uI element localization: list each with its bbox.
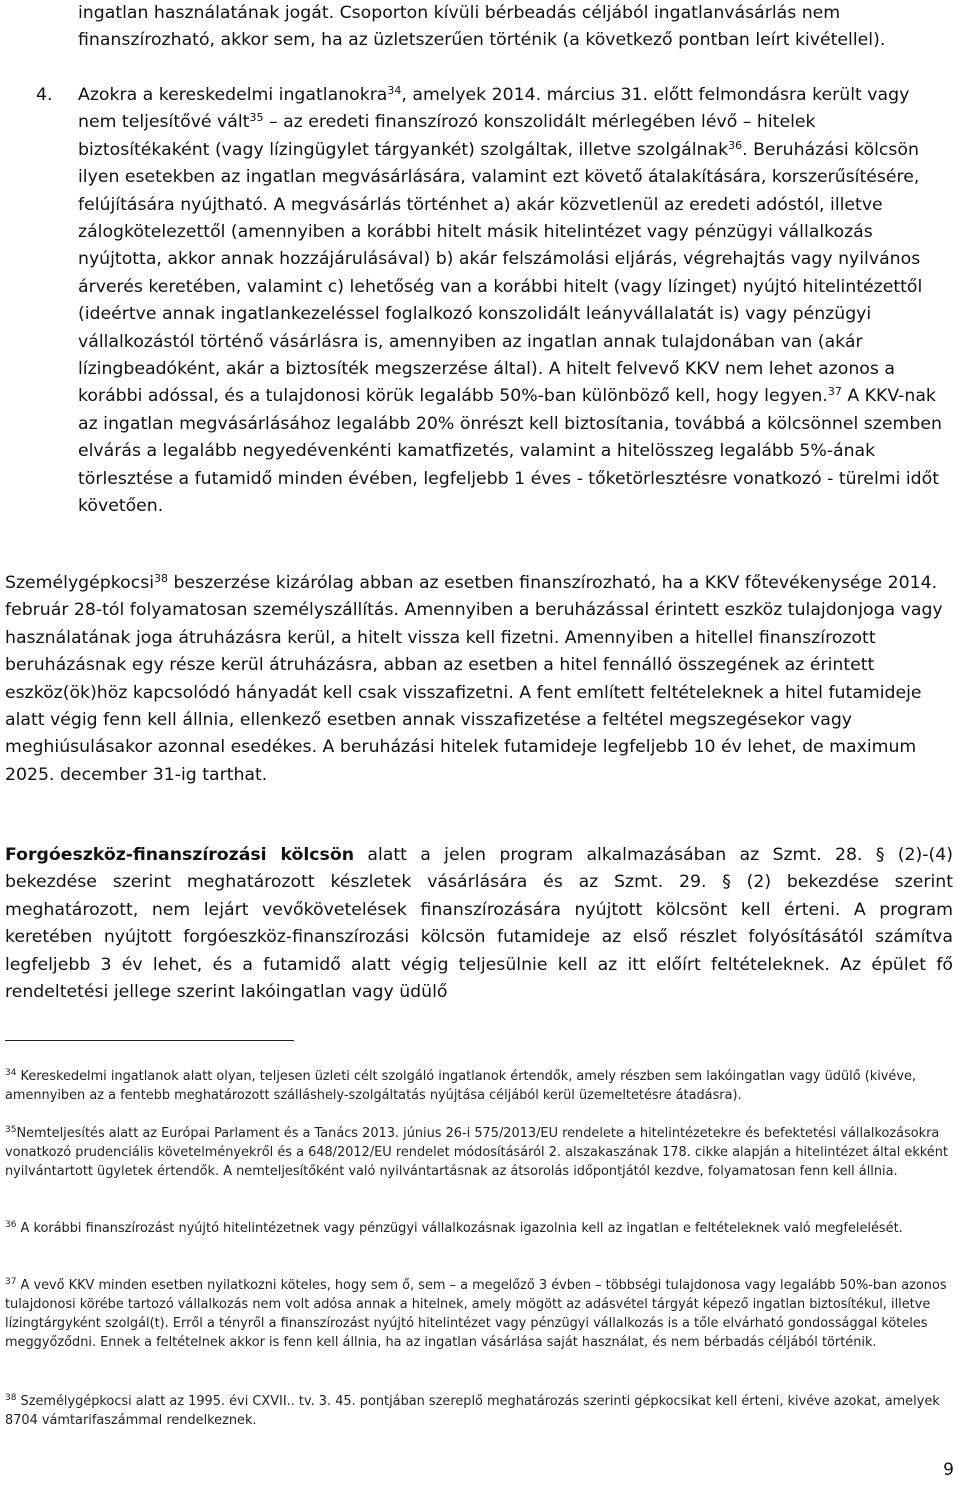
footnote-text: Nemteljesítés alatt az Európai Parlament és a Tanács 2013. június 26-i 575/2013/EU rendelete a hitelintézetekre és befektetési vállalkozásokra vonatkozó prudenciális követelményekről és a 648/2012/EU rendelet módosításáról 2. alszakaszának 178. cikke alapján a hitelintézet által ekként nyilvántartott ügyletek értendők. A nemteljesítőként való nyilvántartásnak az átsorolás időpontjától kezdve, folyamatosan fenn kell állnia. bbox=[5, 1126, 948, 1179]
footnote-ref-37[interactable]: 37 bbox=[827, 385, 842, 399]
footnote-36 bbox=[5, 1219, 952, 1238]
footnote-ref-36[interactable]: 36 bbox=[728, 138, 743, 152]
footnote-separator bbox=[5, 1040, 294, 1041]
footnote-number: 34 bbox=[5, 1068, 17, 1078]
paragraph-passenger-car bbox=[5, 570, 953, 789]
footnote-number: 35 bbox=[5, 1125, 17, 1135]
footnote-38 bbox=[5, 1392, 952, 1430]
paragraph-text: alatt a jelen program alkalmazásában az Szmt. 28. § (2)-(4) bekezdése szerint meghatározott készletek vásárlására és az Szmt. 29. § (2) bekezdése szerint meghatározott, nem lejárt vevőkövetelések finanszírozására nyújtott kölcsönt kell érteni. A program keretében nyújtott forgóeszköz-finanszírozási kölcsön futamideje az első részlet folyósításától számítva legfeljebb 3 év lehet, és a futamidő alatt végig teljesülnie kell az itt előírt feltételeknek. Az épület fő rendeltetési jellege szerint lakóingatlan vagy üdülő bbox=[5, 845, 954, 1003]
list-item-4-text: Azokra a kereskedelmi ingatlanokra bbox=[78, 85, 388, 105]
footnote-number: 37 bbox=[5, 1277, 17, 1287]
list-continuation-text: ingatlan használatának jogát. Csoporton kívüli bérbeadás céljából ingatlanvásárlás nem finanszírozható, akkor sem, ha az üzletszerűen történik (a következő pontban leírt kivétellel). bbox=[78, 3, 886, 51]
paragraph-working-capital bbox=[5, 842, 953, 1006]
list-item-4-text: , amelyek 2014. március 31. előtt felmondásra került vagy nem teljesítővé vált bbox=[78, 85, 910, 133]
paragraph-text: beszerzése kizárólag abban az esetben finanszírozható, ha a KKV főtevékenysége 2014. február 28-tól folyamatosan személyszállítás. Amennyiben a beruházással érintett eszköz tulajdonjoga vagy használatának joga átruházásra kerül, a hitelt vissza kell fizetni. Amennyiben a hitellel finanszírozott beruházásnak egy része kerül átruházásra, abban az esetben a hitel fennálló összegének az érintett eszköz(ök)höz kapcsolódó hányadát kell csak visszafizetni. A fent említett feltételeknek a hitel futamideje alatt végig fenn kell állnia, ellenkező esetben annak visszafizetése a feltétel megszegésekor vagy meghiúsulásakor azonnal esedékes. A beruházási hitelek futamideje legfeljebb 10 év lehet, de maximum 2025. december 31-ig tarthat. bbox=[5, 573, 943, 785]
list-item-number: 4. bbox=[36, 85, 53, 105]
list-continuation bbox=[78, 0, 946, 55]
footnote-ref-35[interactable]: 35 bbox=[249, 111, 264, 125]
paragraph-text: Személygépkocsi bbox=[5, 573, 155, 593]
list-item-4-text: – az eredeti finanszírozó konszolidált mérlegében lévő – hitelek biztosítékaként (vagy lízingügylet tárgyankét) szolgáltak, illetve szolgálnak bbox=[78, 112, 816, 160]
footnote-37 bbox=[5, 1276, 952, 1352]
page-number: 9 bbox=[943, 1460, 954, 1480]
footnote-35 bbox=[5, 1124, 952, 1181]
footnote-34 bbox=[5, 1067, 952, 1105]
list-item-4 bbox=[78, 82, 946, 521]
footnote-text: Személygépkocsi alatt az 1995. évi CXVII.. tv. 3. 45. pontjában szereplő meghatározás szerinti gépkocsikat kell érteni, kivéve azokat, amelyek 8704 vámtarifaszámmal rendelkeznek. bbox=[5, 1394, 940, 1428]
footnote-ref-34[interactable]: 34 bbox=[387, 84, 402, 97]
footnote-text: A vevő KKV minden esetben nyilatkozni köteles, hogy sem ő, sem – a megelőző 3 évben – többségi tulajdonosa vagy legalább 50%-ban azonos tulajdonosi körébe tartozó vállalkozás nem volt adósa annak a hitelnek, amely mögött az adásvétel tárgyát képező ingatlan biztosítékul, illetve lízingtárgyként szolgál(t). Erről a tényről a finanszírozást nyújtó hitelintézet vagy pénzügyi vállalkozás is a tőle elvárható gondossággal köteles meggyőződni. Ennek a feltételnek akkor is fenn kell állnia, ha az ingatlan vásárlása saját használat, és nem bérbadás céljából történik. bbox=[5, 1278, 947, 1350]
defined-term: Forgóeszköz-finanszírozási kölcsön bbox=[5, 845, 355, 865]
footnote-number: 38 bbox=[5, 1393, 17, 1403]
footnote-text: A korábbi finanszírozást nyújtó hitelintézetnek vagy pénzügyi vállalkozásnak igazolnia kell az ingatlan e feltételeknek való megfelelését. bbox=[16, 1221, 903, 1236]
list-item-4-text: . Beruházási kölcsön ilyen esetekben az ingatlan megvásárlására, valamint ezt követő átalakítására, korszerűsítésére, felújítására nyújtható. A megvásárlás történhet a) akár közvetlenül az eredeti adóstól, illetve zálogkötelezettől (amennyiben a korábbi hitelt másik hitelintézet vagy pénzügyi vállalkozás nyújtotta, akkor annak hozzájárulásával) b) akár felszámolási eljárás, végrehajtás vagy nyilvános árverés keretében, valamint c) lehetőség van a korábbi hitelt (vagy lízinget) nyújtó hitelintézettől (ideértve annak ingatlankezeléssel foglalkozó konszolidált leányvállalatát is) vagy pénzügyi vállalkozástól történő vásárlásra is, amennyiben az ingatlan annak tulajdonában van (akár lízingbeadóként, akár a biztosíték megszerzése által). A hitelt felvevő KKV nem lehet azonos a korábbi adóssal, és a tulajdonosi körük legalább 50%-ban különböző kell, hogy legyen. bbox=[78, 139, 923, 407]
footnote-number: 36 bbox=[5, 1220, 17, 1230]
list-item-4-text: A KKV-nak az ingatlan megvásárlásához legalább 20% önrészt kell biztosítania, továbbá a kölcsönnel szemben elvárás a legalább negyedévenkénti kamatfizetés, valamint a hitelösszeg legalább 5%-ának törlesztése a futamidő minden évében, legfeljebb 1 éves - tőketörlesztésre vonatkozó - türelmi időt követően. bbox=[78, 386, 942, 517]
footnote-ref-38[interactable]: 38 bbox=[154, 572, 169, 585]
footnote-text: Kereskedelmi ingatlanok alatt olyan, teljesen üzleti célt szolgáló ingatlanok értendők, amely részben sem lakóingatlan vagy üdülő (kivéve, amennyiben az a fentebb meghatározott szálláshely-szolgáltatás nyújtása céljából kerül üzemeltetésre átadásra). bbox=[5, 1069, 917, 1103]
